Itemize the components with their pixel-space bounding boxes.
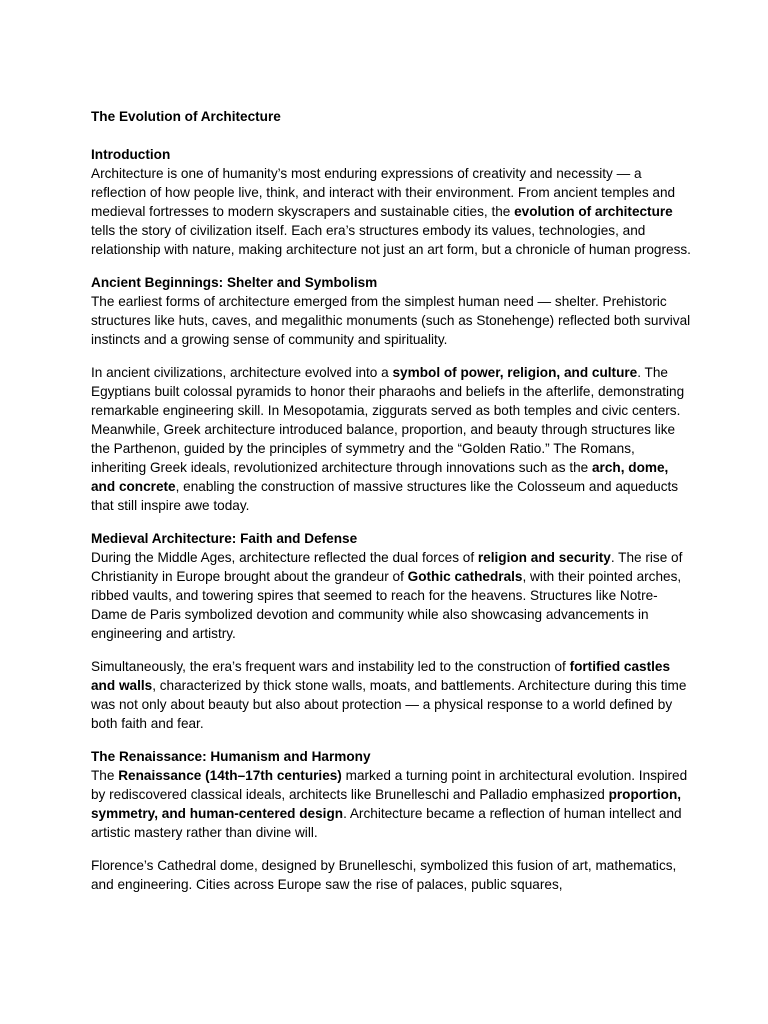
paragraph-ancient-2: In ancient civilizations, architecture evolved into a symbol of power, religion, and culture. The Egyptians built colossal pyramids to honor their pharaohs and beliefs in the afterlife, demonstrating remarkable engineering skill. In Mesopotamia, ziggurats served as both temples and civic centers. Meanwhile, Greek architecture introduced balance, proportion, and beauty through structures like the Parthenon, guided by the principles of symmetry and the “Golden Ratio.” The Romans, inheriting Greek ideals, revolutionized architecture through innovations such as the arch, dome, and concrete, enabling the construction of massive structures like the Colosseum and aqueducts that still inspire awe today.	[91, 365, 685, 513]
paragraph-renaissance-2: Florence’s Cathedral dome, designed by Brunelleschi, symbolized this fusion of art, mathematics, and engineering. Cities across Europe saw the rise of palaces, public squares,	[91, 858, 677, 892]
section-medieval	[91, 529, 691, 733]
section-introduction	[91, 145, 691, 259]
paragraph-ancient-1: The earliest forms of architecture emerged from the simplest human need — shelter. Prehistoric structures like huts, caves, and megalithic monuments (such as Stonehenge) reflected both survival instincts and a growing sense of community and spirituality.	[91, 294, 691, 347]
section-ancient	[91, 273, 691, 515]
document-page	[91, 107, 691, 908]
document-title: The Evolution of Architecture	[91, 109, 281, 124]
section-renaissance	[91, 747, 691, 894]
section-heading-renaissance: The Renaissance: Humanism and Harmony	[91, 749, 371, 764]
section-heading-ancient: Ancient Beginnings: Shelter and Symbolism	[91, 275, 378, 290]
paragraph-introduction: Architecture is one of humanity’s most enduring expressions of creativity and necessity — a reflection of how people live, think, and interact with their environment. From ancient temples and medieval fortresses to modern skyscrapers and sustainable cities, the evolution of architecture tells the story of civilization itself. Each era’s structures embody its values, technologies, and relationship with nature, making architecture not just an art form, but a chronicle of human progress.	[91, 166, 691, 257]
paragraph-medieval-2: Simultaneously, the era’s frequent wars and instability led to the construction of fortified castles and walls, characterized by thick stone walls, moats, and battlements. Architecture during this time was not only about beauty but also about protection — a physical response to a world defined by both faith and fear.	[91, 659, 687, 731]
section-heading-introduction: Introduction	[91, 147, 171, 162]
paragraph-renaissance-1: The Renaissance (14th–17th centuries) marked a turning point in architectural evolution. Inspired by rediscovered classical ideals, architects like Brunelleschi and Palladio emphasized proportion, symmetry, and human-centered design. Architecture became a reflection of human intellect and artistic mastery rather than divine will.	[91, 768, 688, 840]
paragraph-medieval-1: During the Middle Ages, architecture reflected the dual forces of religion and security. The rise of Christianity in Europe brought about the grandeur of Gothic cathedrals, with their pointed arches, ribbed vaults, and towering spires that seemed to reach for the heavens. Structures like Notre-Dame de Paris symbolized devotion and community while also showcasing advancements in engineering and artistry.	[91, 550, 683, 641]
section-heading-medieval: Medieval Architecture: Faith and Defense	[91, 531, 358, 546]
